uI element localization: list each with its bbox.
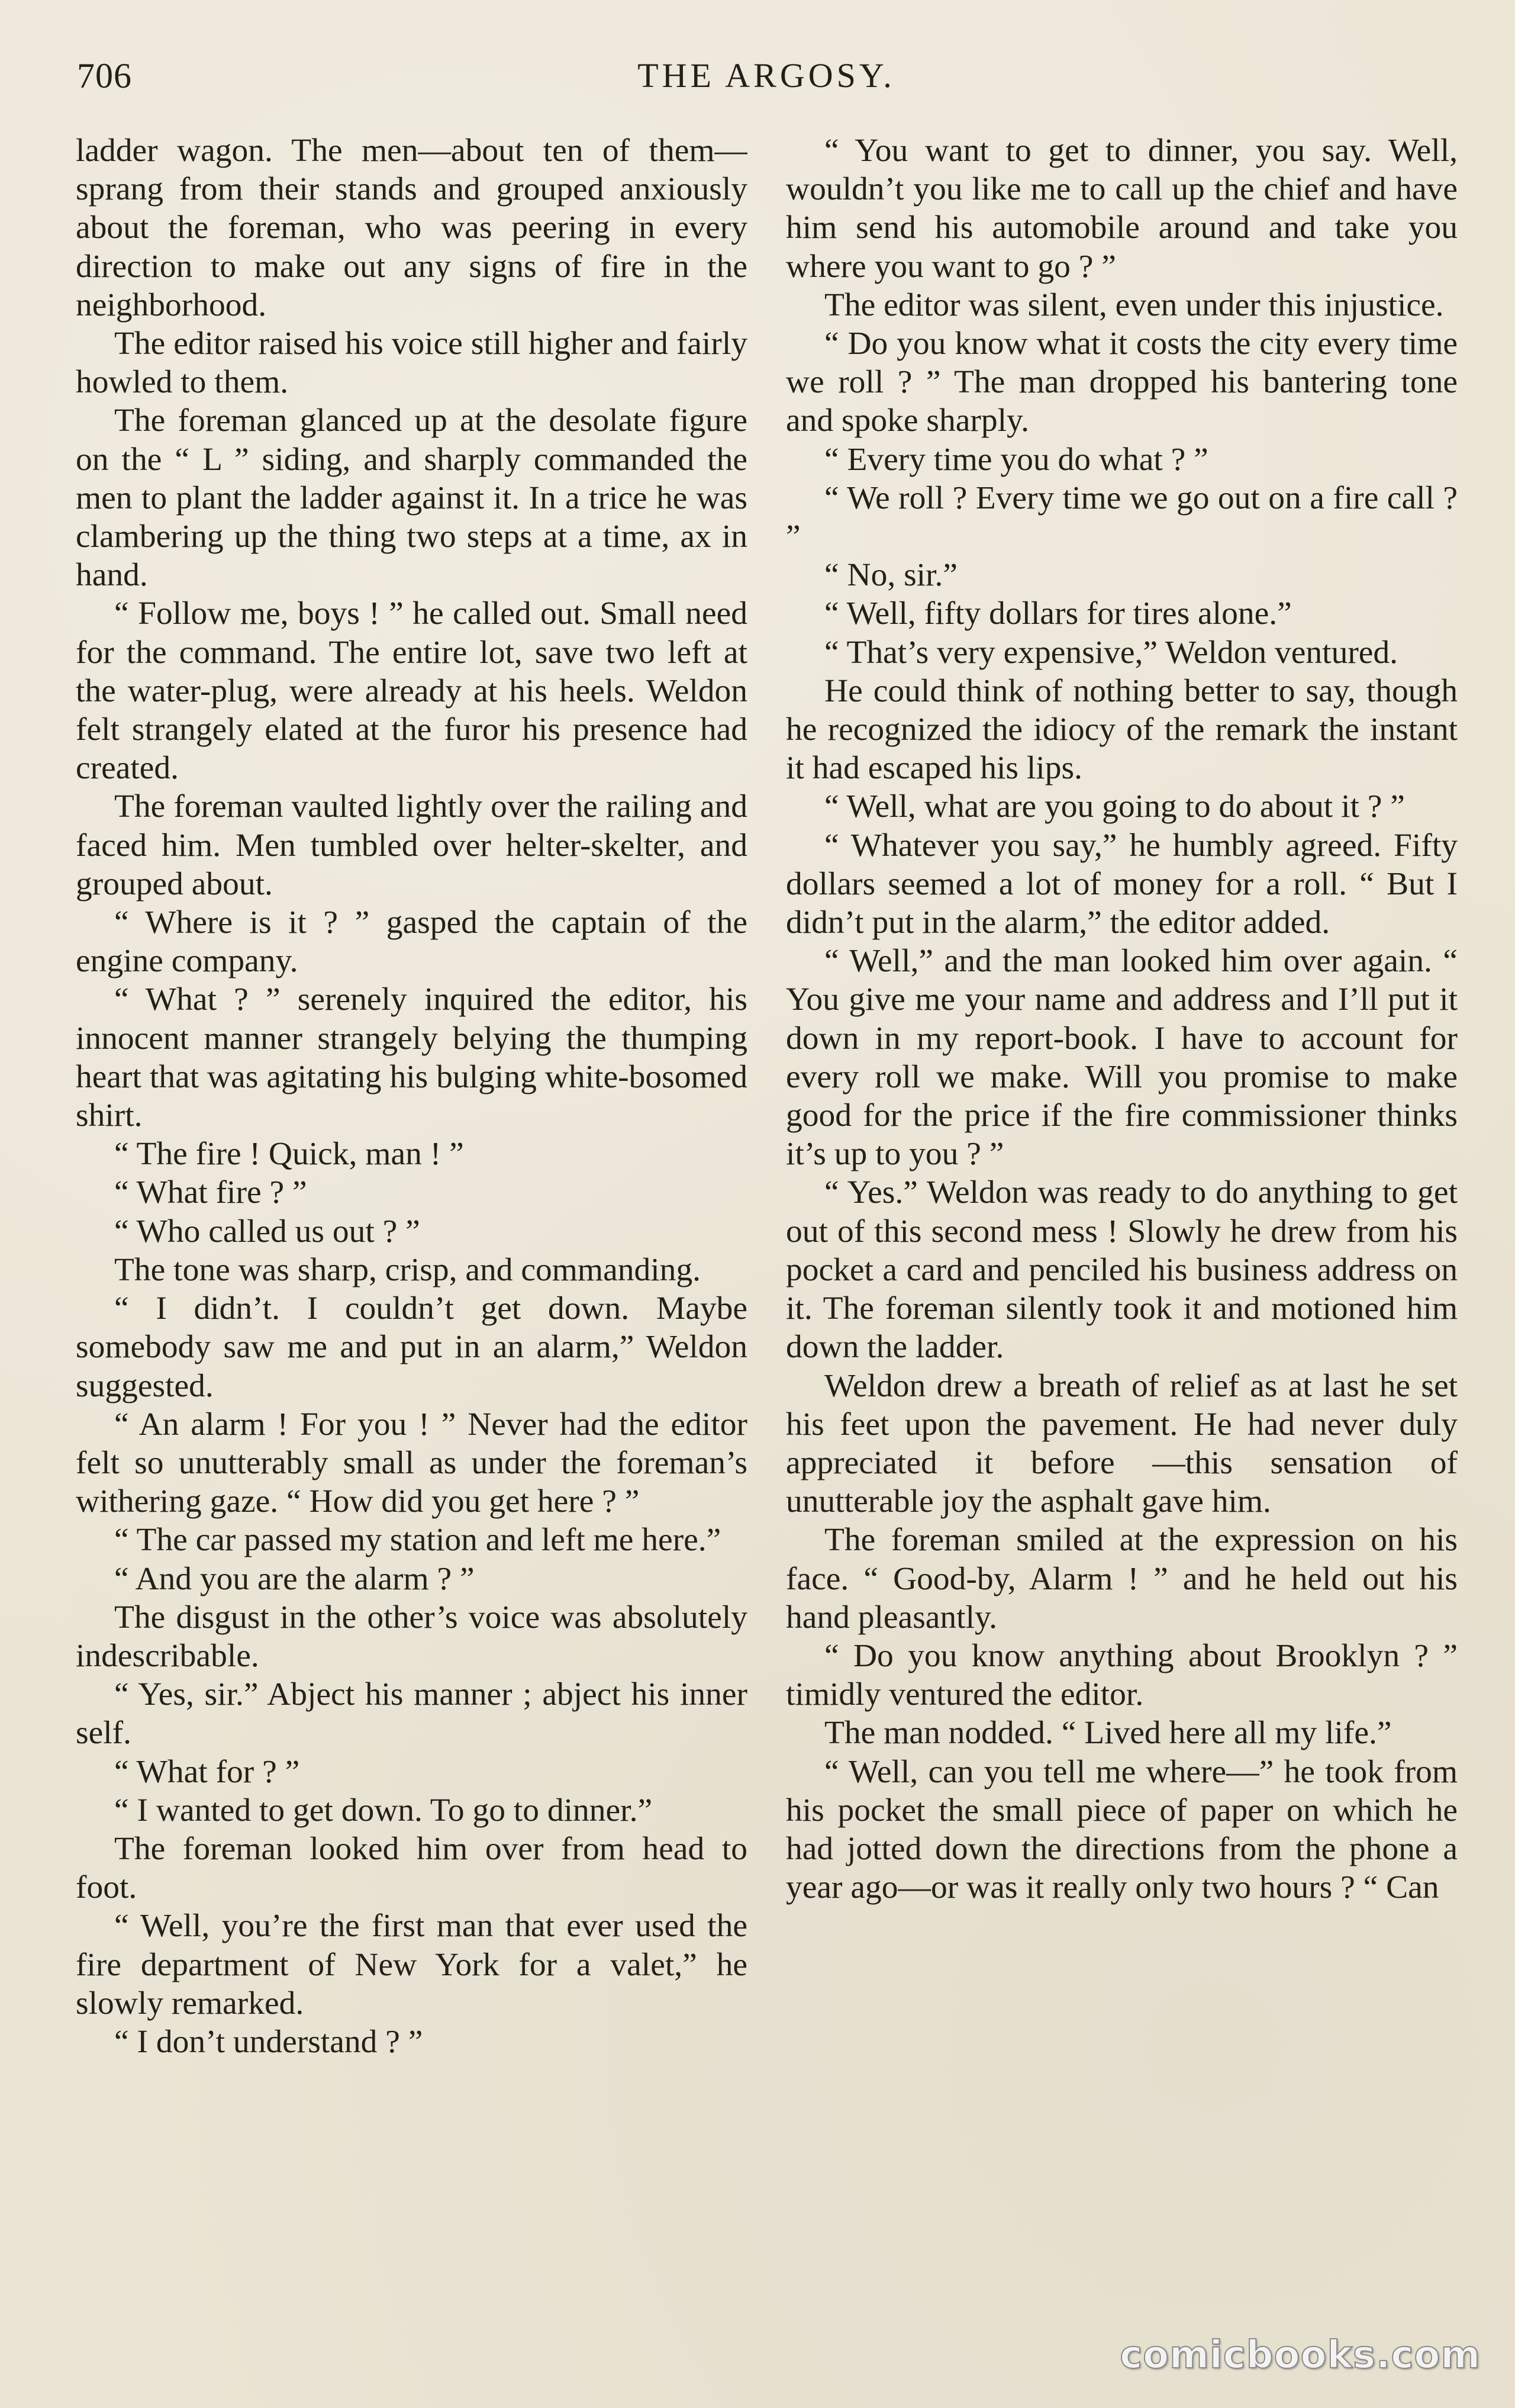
paragraph: “ No, sir.” [824,557,958,594]
paragraph: The tone was sharp, crisp, and commanding. [114,1251,701,1288]
paragraph: The disgust in the other’s voice was absolutely indescribable. [76,1599,747,1674]
paragraph: The editor raised his voice still higher and fairly howled to them. [76,326,747,401]
paragraph: “ Yes, sir.” Abject his manner ; abject his inner self. [76,1676,747,1752]
paragraph: “ Well, fifty dollars for tires alone.” [824,595,1292,632]
paragraph: “ What fire ? ” [114,1174,307,1211]
paragraph: “ Where is it ? ” gasped the captain of the engine company. [76,904,747,980]
paragraph: “ The fire ! Quick, man ! ” [114,1136,464,1173]
paragraph: “ Do you know anything about Brooklyn ? ” timidly ventured the editor. [786,1637,1458,1713]
paragraph: “ Who called us out ? ” [114,1213,420,1250]
paragraph: Weldon drew a breath of relief as at last he set his feet upon the pavement. He had never duly appreciated it before —this sensation of unutterable joy the asphalt gave him. [786,1367,1458,1520]
paragraph: “ What ? ” serenely inquired the editor, his innocent manner strangely belying the thumping heart that was agitating his bulging white-bosomed shirt. [76,981,747,1134]
paragraph: “ I didn’t. I couldn’t get down. Maybe somebody saw me and put in an alarm,” Weldon suggested. [76,1290,747,1404]
watermark-logo: comicbooks.com [1120,2333,1481,2377]
paragraph: The foreman smiled at the expression on his face. “ Good-by, Alarm ! ” and he held out his hand pleasantly. [786,1522,1458,1636]
paragraph: “ Whatever you say,” he humbly agreed. Fifty dollars seemed a lot of money for a roll. “ But I didn’t put in the alarm,” the editor added. [786,827,1458,941]
paragraph: “ Do you know what it costs the city every time we roll ? ” The man dropped his bantering tone and spoke sharply. [786,326,1458,439]
paragraph: “ Follow me, boys ! ” he called out. Small need for the command. The entire lot, save two left at the water-plug, were already at his heels. Weldon felt strangely elated at the furor his presence had created. [76,595,747,787]
paragraph: The foreman glanced up at the desolate figure on the “ L ” siding, and sharply commanded the men to plant the ladder against it. In a trice he was clambering up the thing two steps at a time, ax in hand. [76,403,747,594]
paragraph: “ Well, what are you going to do about it ? ” [824,788,1405,825]
paragraph: “ And you are the alarm ? ” [114,1560,475,1597]
right-text-column [786,131,1458,2345]
paragraph: “ Every time you do what ? ” [824,441,1208,478]
paragraph: “ An alarm ! For you ! ” Never had the editor felt so unutterably small as under the foreman’s withering gaze. “ How did you get here ? ” [76,1406,747,1520]
page-number: 706 [77,56,132,95]
paragraph: The man nodded. “ Lived here all my life.” [824,1715,1392,1752]
paragraph: ladder wagon. The men—about ten of them—sprang from their stands and grouped anxiously about the foreman, who was peering in every direction to make out any signs of fire in the neighborhood. [76,133,747,323]
paragraph: “ I don’t understand ? ” [114,2023,423,2060]
paragraph: “ We roll ? Every time we go out on a fire call ? ” [786,479,1458,555]
paragraph: “ I wanted to get down. To go to dinner.” [114,1792,653,1828]
paragraph: “ Yes.” Weldon was ready to do anything to get out of this second mess ! Slowly he drew from his pocket a card and penciled his business address on it. The foreman silently took it and motioned him down the ladder. [786,1174,1458,1366]
paragraph: The foreman vaulted lightly over the railing and faced him. Men tumbled over helter-skelter, and grouped about. [76,788,747,902]
left-text-column [76,131,747,2345]
paragraph: “ What for ? ” [114,1753,300,1790]
running-title: THE ARGOSY. [637,56,895,95]
paragraph: “ That’s very expensive,” Weldon ventured. [824,634,1398,671]
page-header [77,52,1456,99]
paragraph: “ You want to get to dinner, you say. Well, wouldn’t you like me to call up the chief and have him send his automobile around and take you where you want to go ? ” [786,133,1458,285]
paragraph: “ The car passed my station and left me here.” [114,1522,721,1559]
paragraph: He could think of nothing better to say, though he recognized the idiocy of the remark the instant it had escaped his lips. [786,672,1458,787]
paragraph: The foreman looked him over from head to foot. [76,1830,747,1906]
paragraph: The editor was silent, even under this injustice. [824,286,1444,323]
paragraph: “ Well,” and the man looked him over again. “ You give me your name and address and I’ll put it down in my report-book. I have to account for every roll we make. Will you promise to make good for the price if the fire commissioner thinks it’s up to you ? ” [786,943,1458,1173]
paragraph: “ Well, can you tell me where—” he took from his pocket the small piece of paper on which he had jotted down the directions from the phone a year ago—or was it really only two hours ? “ Can [786,1753,1458,1906]
paragraph: “ Well, you’re the first man that ever used the fire department of New York for a valet,” he slowly remarked. [76,1908,747,2021]
